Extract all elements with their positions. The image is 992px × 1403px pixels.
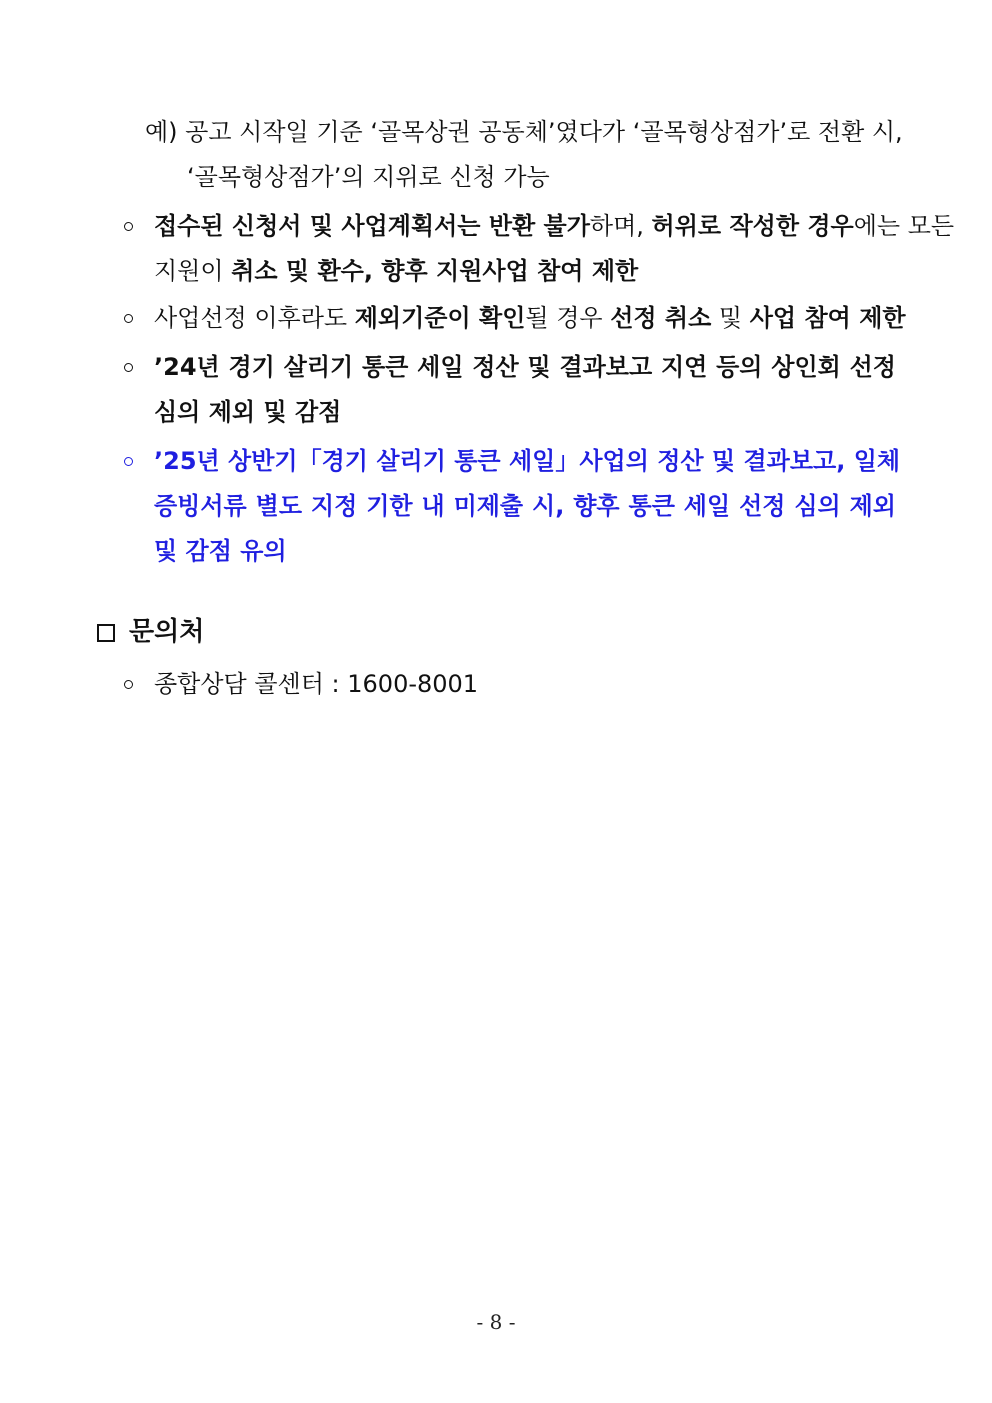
bullet-icon [124,314,133,323]
item-1-text-b: 하며, [589,212,652,240]
item-2-line-1 [154,302,906,334]
item-4-line-3: 및 감점 유의 [154,537,287,565]
item-2-text-b: 제외기준이 확인 [354,304,526,332]
bullet-icon [124,457,133,466]
contact-line: 종합상담 콜센터 : 1600-8001 [154,670,479,698]
item-1-text-c: 허위로 작성한 경우 [651,212,854,240]
item-1-line-1 [154,210,955,242]
bullet-icon [124,222,133,231]
item-2-text-d: 선정 취소 [610,304,712,332]
item-3-line-2: 심의 제외 및 감점 [154,398,342,426]
item-4-line-2: 증빙서류 별도 지정 기한 내 미제출 시, 향후 통큰 세일 선정 심의 제외 [154,492,896,520]
item-2-text-e: 및 [711,304,750,332]
example-line-2: ‘골목형상점가’의 지위로 신청 가능 [187,163,550,191]
checkbox-square-icon [97,624,115,642]
item-3-line-1: ’24년 경기 살리기 통큰 세일 정산 및 결과보고 지연 등의 상인회 선정 [154,353,896,381]
example-line-1: 예) 공고 시작일 기준 ‘골목상권 공동체’였다가 ‘골목형상점가’로 전환 시, [145,118,903,146]
bullet-icon [124,363,133,372]
item-1-text-d: 에는 모든 [853,212,955,240]
contact-heading: 문의처 [129,617,205,647]
item-1-text-e: 지원이 [154,257,232,285]
item-2-text-f: 사업 참여 제한 [749,304,906,332]
item-1-text-a: 접수된 신청서 및 사업계획서는 반환 불가 [154,212,590,240]
item-2-text-a: 사업선정 이후라도 [154,304,355,332]
bullet-icon [124,680,133,689]
page-number: - 8 - [476,1310,516,1334]
item-1-text-f: 취소 및 환수, 향후 지원사업 참여 제한 [231,257,639,285]
item-2-text-c: 될 경우 [525,304,611,332]
item-1-line-2 [154,255,638,287]
item-4-line-1: ’25년 상반기「경기 살리기 통큰 세일」사업의 정산 및 결과보고, 일체 [154,447,901,475]
